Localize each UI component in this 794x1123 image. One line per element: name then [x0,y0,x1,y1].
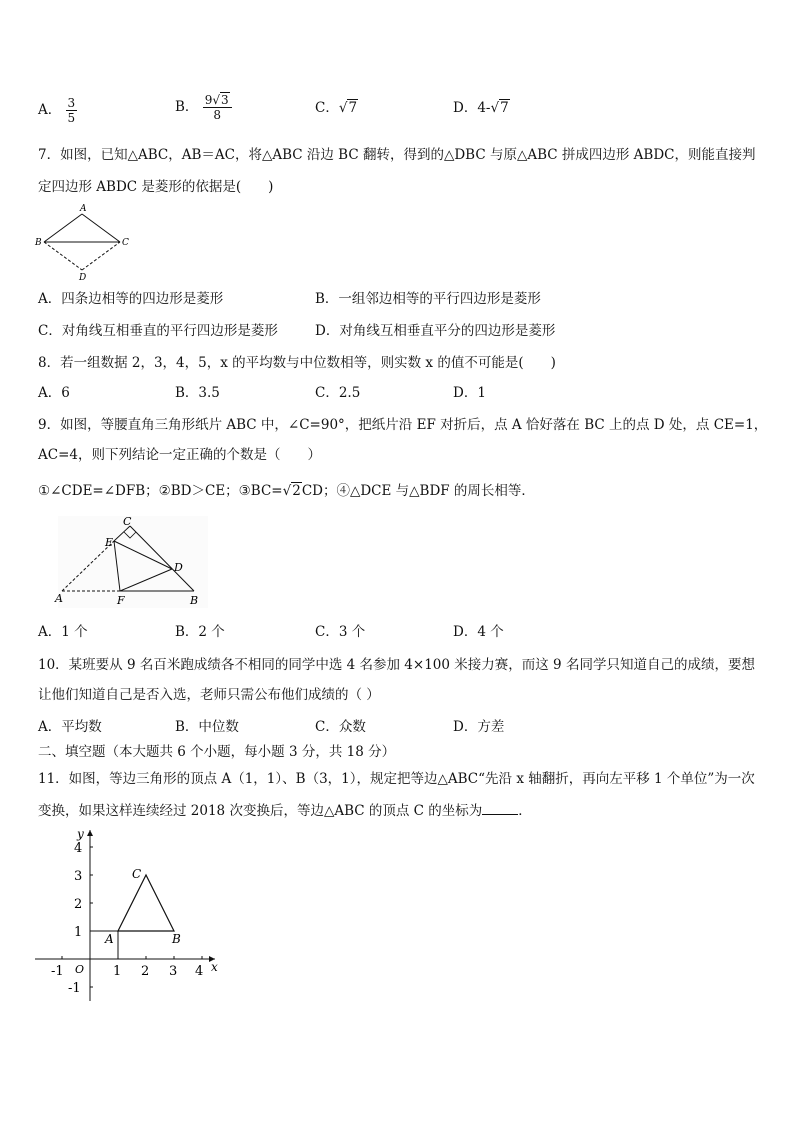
y-tick-3: 3 [74,869,83,884]
q7-option-b: B．一组邻边相等的平行四边形是菱形 [315,291,541,307]
q9-text-line1: 9．如图，等腰直角三角形纸片 ABC 中，∠C=90°，把纸片沿 EF 对折后，点 A 恰好落在 BC 上的点 D 处，点 CE=1， [38,417,768,433]
label-b: B [35,238,42,248]
q7-text-line2: 定四边形 ABDC 是菱形的依据是( ) [38,179,274,195]
q8-text-line1: 8．若一组数据 2，3，4，5，x 的平均数与中位数相等，则实数 x 的值不可能是( ) [38,355,556,371]
triangle-abc [118,875,174,931]
q9-option-c: C．3 个 [315,624,366,640]
label-a: A [55,592,63,605]
segment-bd [44,242,82,270]
label-c: C [123,516,132,528]
q7-figure [32,202,142,282]
section-heading: 二、填空题（本大题共 6 个小题，每小题 3 分，共 18 分） [38,744,396,760]
q11-coordinate-figure [35,826,225,1006]
label-b: B [190,594,199,607]
vertex-b-label: B [172,932,181,946]
x-axis-label: x [211,960,218,974]
x-tick-3: 3 [169,964,178,979]
q9-figure [50,516,210,608]
q11-text-line1: 11．如图，等边三角形的顶点 A（1，1）、B（3，1），规定把等边△ABC“先沿 x 轴翻折，再向左平移 1 个单位”为一次 [38,771,755,787]
option-label: A． [38,102,62,118]
segment-dc [82,242,120,270]
x-tick-1: 1 [113,964,122,979]
y-tick-1: 1 [74,925,83,940]
q9-text-line2: AC=4，则下列结论一定正确的个数是（ ） [38,447,321,463]
label-a: A [80,204,87,214]
x-tick-neg1: -1 [51,964,64,979]
q9-option-d: D．4 个 [453,624,504,640]
q7-option-d: D．对角线互相垂直平分的四边形是菱形 [315,323,556,339]
q10-option-a: A．平均数 [38,719,102,735]
y-axis-label: y [77,827,84,841]
q6-option-a [38,96,77,125]
q10-option-c: C．众数 [315,719,366,735]
q9-option-b: B．2 个 [175,624,225,640]
y-axis-arrow [87,830,93,836]
fraction: $\frac{3}{5}$ [67,96,76,125]
segment-ac [82,214,120,242]
q8-option-d: D．1 [453,385,486,401]
label-e: E [105,536,114,549]
label-c: C [122,238,129,248]
q9-text-line3: ①∠CDE=∠DFB；②BD＞CE；③BC=√2CD；④△DCE 与△BDF 的周长相等． [38,483,535,499]
q7-option-a: A．四条边相等的四边形是菱形 [38,291,224,307]
q7-text-line1: 7．如图，已知△ABC，AB＝AC，将△ABC 沿边 BC 翻转，得到的△DBC 与原△ABC 拼成四边形 ABDC，则能直接判 [38,147,756,163]
q7-option-c: C．对角线互相垂直的平行四边形是菱形 [38,323,278,339]
origin-label: O [75,963,85,976]
q6-option-d: D．4-√7 [453,100,509,116]
x-tick-2: 2 [141,964,150,979]
label-d: D [79,273,87,282]
q10-option-b: B．中位数 [175,719,239,735]
segment-ab [44,214,82,242]
vertex-a-label: A [105,932,114,946]
q8-option-b: B．3.5 [175,385,220,401]
q6-option-c: C．√7 [315,100,358,116]
q10-option-d: D．方差 [453,719,505,735]
q8-option-c: C．2.5 [315,385,361,401]
q10-text-line1: 10．某班要从 9 名百米跑成绩各不相同的同学中选 4 名参加 4×100 米接力赛，而这 9 名同学只知道自己的成绩，要想 [38,657,755,673]
label-f: F [117,594,125,607]
y-tick-4: 4 [74,841,83,856]
q9-option-a: A．1 个 [38,624,88,640]
q6-option-b [175,93,232,122]
y-tick-neg1: -1 [68,981,81,996]
y-tick-2: 2 [74,897,83,912]
vertex-c-label: C [132,867,142,881]
label-d: D [174,561,183,574]
x-tick-4: 4 [195,964,204,979]
q11-text-line2: 变换，如果这样连续经过 2018 次变换后，等边△ABC 的顶点 C 的坐标为 ． [38,803,532,819]
q8-option-a: A．6 [38,385,70,401]
answer-blank [482,814,518,815]
q10-text-line2: 让他们知道自己是否入选，老师只需公布他们成绩的（ ） [38,687,380,703]
fraction: $\frac{9√3}{8}$ [203,93,232,122]
option-label: B． [175,99,199,115]
